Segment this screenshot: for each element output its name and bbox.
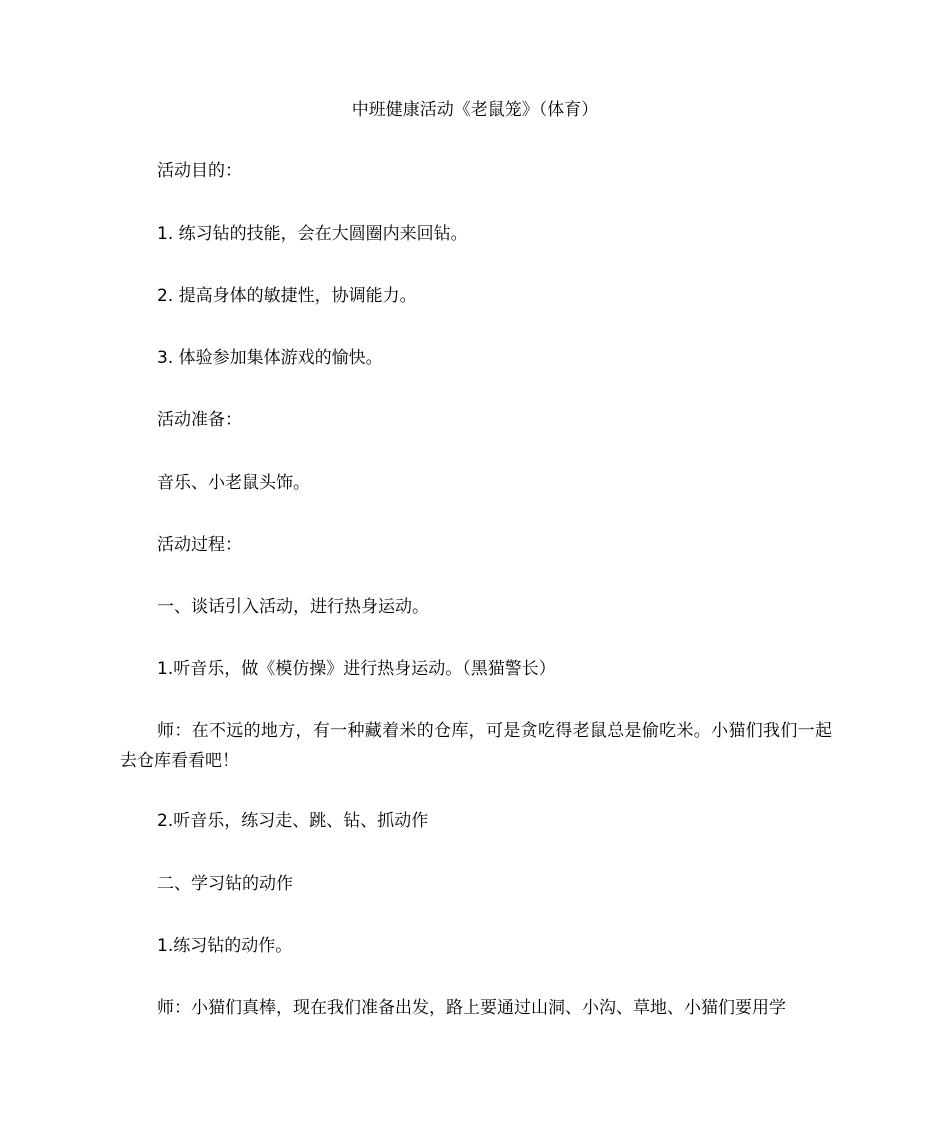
paragraph-activity-goals-heading: 活动目的： [157,161,242,181]
paragraph-teacher-dialogue-1: 师：在不远的地方，有一种藏着米的仓库，可是贪吃得老鼠总是偷吃米。小猫们我们一起去仓库看看吧！ [120,721,832,771]
paragraph-step-2-1: 1.练习钻的动作。 [157,936,293,956]
paragraph-goal-3: 3. 体验参加集体游戏的愉快。 [157,348,383,368]
paragraph-step-1-1: 1.听音乐，做《模仿操》进行热身运动。（黑猫警长） [157,659,556,679]
paragraph-section-1: 一、谈话引入活动，进行热身运动。 [157,597,429,617]
paragraph-goal-1: 1. 练习钻的技能，会在大圆圈内来回钻。 [157,224,468,244]
paragraph-process-heading: 活动过程： [157,535,242,555]
paragraph-preparation-heading: 活动准备： [157,410,242,430]
document-title: 中班健康活动《老鼠笼》（体育） [351,100,599,120]
paragraph-step-1-2: 2.听音乐，练习走、跳、钻、抓动作 [157,811,429,831]
paragraph-goal-2: 2. 提高身体的敏捷性，协调能力。 [157,286,417,306]
paragraph-teacher-dialogue-2: 师：小猫们真棒，现在我们准备出发，路上要通过山洞、小沟、草地、小猫们要用学 [157,998,786,1018]
paragraph-section-2: 二、学习钻的动作 [157,874,293,894]
paragraph-preparation-items: 音乐、小老鼠头饰。 [157,473,310,493]
